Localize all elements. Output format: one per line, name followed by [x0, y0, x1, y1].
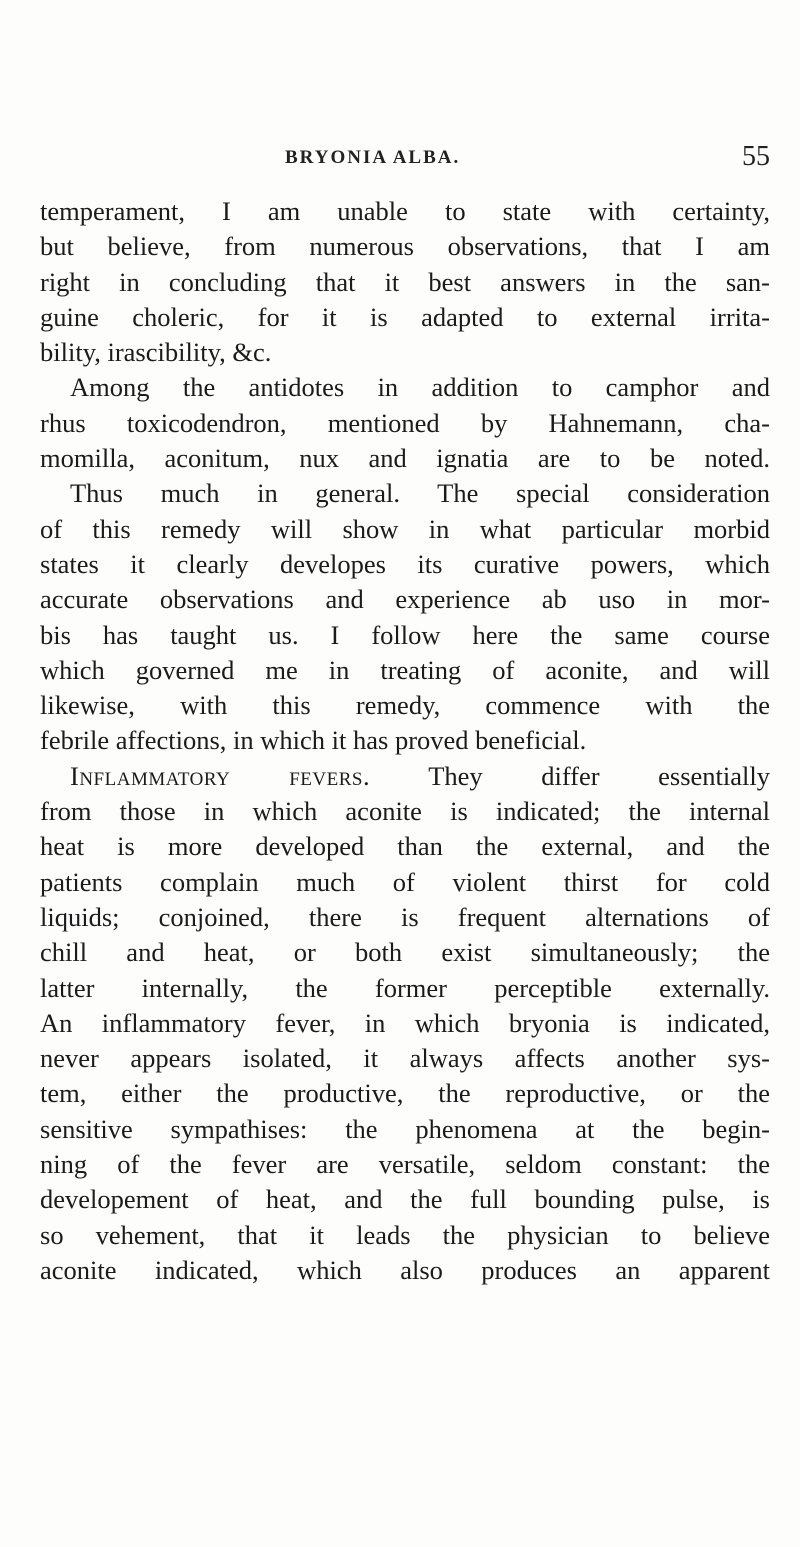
text-line: guine choleric, for it is adapted to external irrita-	[40, 301, 770, 332]
text-line: rhus toxicodendron, mentioned by Hahnemann, cha-	[40, 407, 770, 438]
text-line: accurate observations and experience ab uso in mor-	[40, 584, 770, 615]
body-text	[40, 194, 770, 1288]
text-line: aconite indicated, which also produces an apparent	[40, 1254, 770, 1285]
text-line: bility, irascibility, &c.	[40, 337, 272, 368]
text-line	[40, 759, 770, 794]
text-line: liquids; conjoined, there is frequent alternations of	[40, 901, 770, 932]
text-line: Among the antidotes in addition to camphor and	[70, 372, 770, 403]
text-line: chill and heat, or both exist simultaneously; the	[40, 937, 770, 968]
text-line: febrile affections, in which it has proved beneficial.	[40, 725, 587, 756]
text-line: developement of heat, and the full bounding pulse, is	[40, 1184, 770, 1215]
text-line: An inflammatory fever, in which bryonia is indicated,	[40, 1007, 770, 1038]
running-head	[40, 141, 770, 185]
running-title: BRYONIA ALBA.	[285, 147, 461, 168]
text-line: but believe, from numerous observations, that I am	[40, 231, 770, 262]
text-line: heat is more developed than the external, and the	[40, 831, 770, 862]
text-line: tem, either the productive, the reproductive, or the	[40, 1078, 770, 1109]
text-line-tail: They differ essentially	[428, 760, 771, 791]
text-line: sensitive sympathises: the phenomena at the begin-	[40, 1113, 770, 1144]
text-line: patients complain much of violent thirst for cold	[40, 866, 770, 897]
text-line: from those in which aconite is indicated; the internal	[40, 796, 770, 827]
text-line: so vehement, that it leads the physician to believe	[40, 1219, 770, 1250]
page-number: 55	[742, 141, 770, 172]
section-heading: Inflammatory fevers.	[70, 760, 371, 791]
text-line: bis has taught us. I follow here the same course	[40, 619, 770, 650]
text-line: momilla, aconitum, nux and ignatia are to be noted.	[40, 443, 770, 474]
text-line: latter internally, the former perceptible externally.	[40, 972, 770, 1003]
text-line: states it clearly developes its curative powers, which	[40, 548, 770, 579]
text-line: of this remedy will show in what particular morbid	[40, 513, 770, 544]
text-line: never appears isolated, it always affects another sys-	[40, 1043, 770, 1074]
text-line: which governed me in treating of aconite, and will	[40, 654, 770, 685]
text-line: right in concluding that it best answers in the san-	[40, 266, 770, 297]
text-line: ning of the fever are versatile, seldom constant: the	[40, 1149, 770, 1180]
text-line: likewise, with this remedy, commence with the	[40, 690, 770, 721]
text-line: temperament, I am unable to state with certainty,	[40, 196, 770, 226]
text-line: Thus much in general. The special consideration	[70, 478, 770, 509]
